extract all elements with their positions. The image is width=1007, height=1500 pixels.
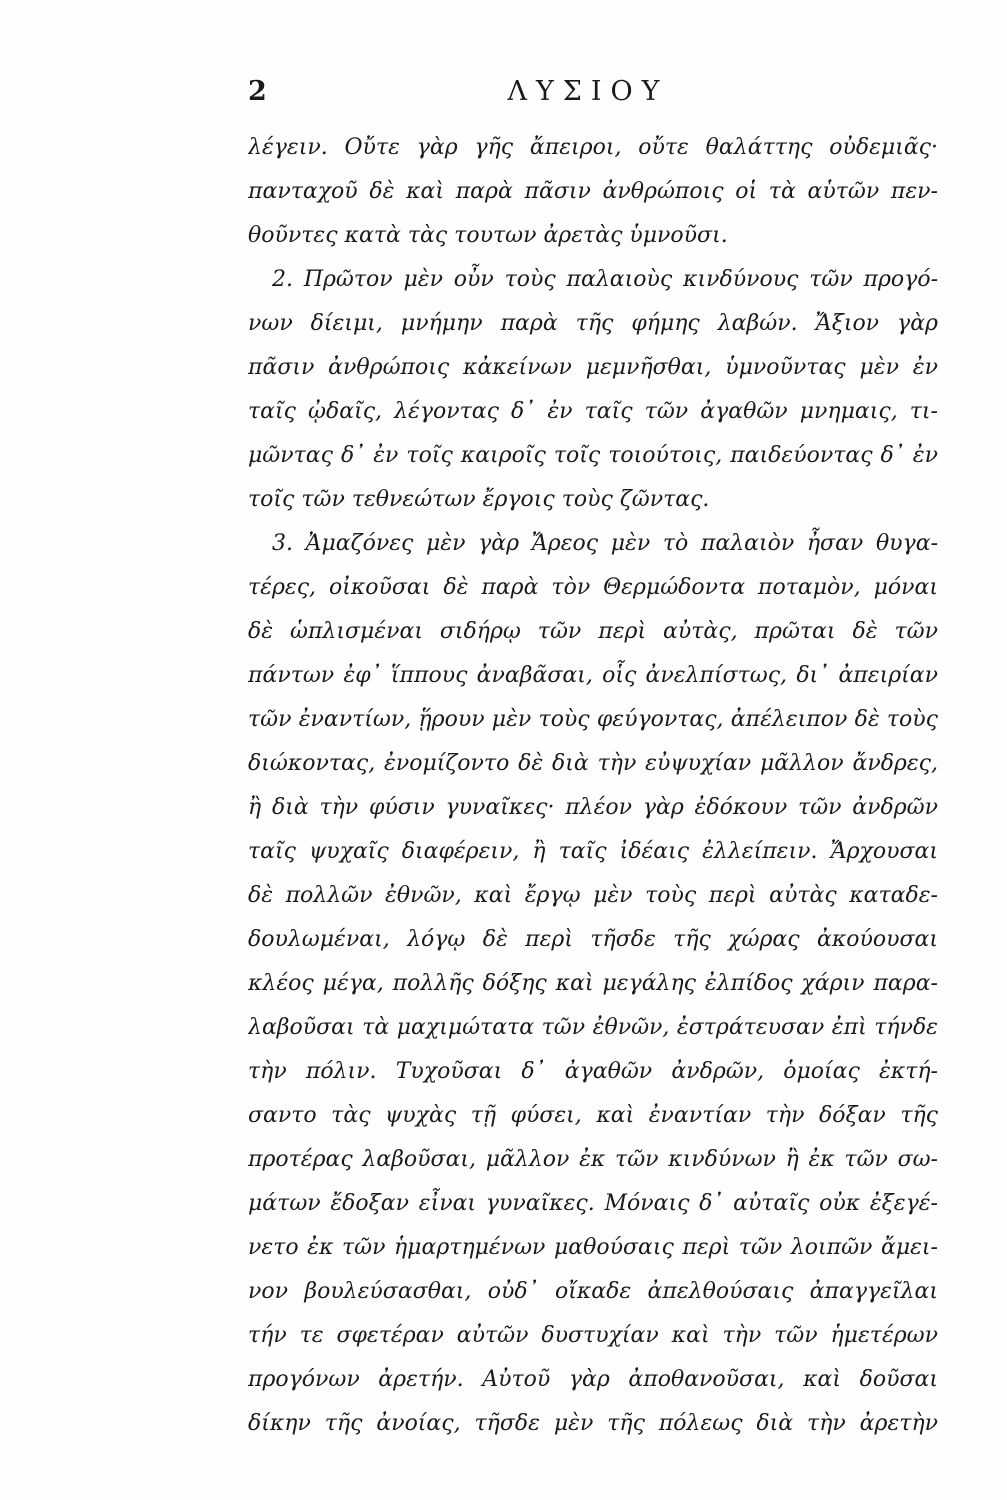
text-line: πᾶσιν ἀνθρώποις κἀκείνων μεμνῆσθαι, ὑμνοῦντας μὲν ἐν [248,355,938,380]
text-line: κλέος μέγα, πολλῆς δόξης καὶ μεγάλης ἐλπίδος χάριν παρα- [248,971,938,996]
text-line: δὲ ὡπλισμέναι σιδήρῳ τῶν περὶ αὐτὰς, πρῶται δὲ τῶν [248,619,938,644]
text-line: τήν τε σφετέραν αὐτῶν δυστυχίαν καὶ τὴν τῶν ἡμετέρων [248,1323,938,1348]
text-line: ἢ διὰ τὴν φύσιν γυναῖκες· πλέον γὰρ ἐδόκουν τῶν ἀνδρῶν [248,795,938,820]
body-text [248,126,938,1446]
text-line: τὴν πόλιν. Τυχοῦσαι δ᾽ ἀγαθῶν ἀνδρῶν, ὁμοίας ἐκτή- [248,1059,938,1084]
text-line: θοῦντες κατὰ τὰς τουτων ἀρετὰς ὑμνοῦσι. [248,223,728,248]
text-line: δίκην τῆς ἀνοίας, τῆσδε μὲν τῆς πόλεως διὰ τὴν ἀρετὴν [248,1411,938,1436]
text-line: νον βουλεύσασθαι, οὐδ᾽ οἴκαδε ἀπελθούσαις ἀπαγγεῖλαι [248,1279,938,1304]
text-line: λέγειν. Οὔτε γὰρ γῆς ἄπειροι, οὔτε θαλάττης οὐδεμιᾶς· [248,135,938,160]
text-line: μῶντας δ᾽ ἐν τοῖς καιροῖς τοῖς τοιούτοις, παιδεύοντας δ᾽ ἐν [248,443,938,468]
text-line: λαβοῦσαι τὰ μαχιμώτατα τῶν ἐθνῶν, ἐστράτευσαν ἐπὶ τήνδε [248,1015,938,1040]
text-line: νων δίειμι, μνήμην παρὰ τῆς φήμης λαβών. Ἄξιον γὰρ [248,311,938,336]
text-line: τέρες, οἰκοῦσαι δὲ παρὰ τὸν Θερμώδοντα ποταμὸν, μόναι [248,575,938,600]
text-line: πανταχοῦ δὲ καὶ παρὰ πᾶσιν ἀνθρώποις οἱ τὰ αὑτῶν πεν- [248,179,938,204]
text-line: τοῖς τῶν τεθνεώτων ἔργοις τοὺς ζῶντας. [248,487,710,512]
page-number: 2 [248,76,268,107]
text-line: προγόνων ἀρετήν. Αὐτοῦ γὰρ ἀποθανοῦσαι, καὶ δοῦσαι [248,1367,938,1392]
running-head [248,76,928,116]
text-line: νετο ἐκ τῶν ἡμαρτημένων μαθούσαις περὶ τῶν λοιπῶν ἄμει- [248,1235,938,1260]
running-head-title: ΛΥΣΙΟΥ [507,76,669,107]
text-line: πάντων ἐφ᾽ ἵππους ἀναβᾶσαι, οἷς ἀνελπίστως, δι᾽ ἀπειρίαν [248,663,938,688]
text-line: σαντο τὰς ψυχὰς τῇ φύσει, καὶ ἐναντίαν τὴν δόξαν τῆς [248,1103,938,1128]
text-line: δουλωμέναι, λόγῳ δὲ περὶ τῆσδε τῆς χώρας ἀκούουσαι [248,927,938,952]
text-line: ταῖς ψυχαῖς διαφέρειν, ἢ ταῖς ἰδέαις ἐλλείπειν. Ἄρχουσαι [248,839,938,864]
text-line: τῶν ἐναντίων, ᾕρουν μὲν τοὺς φεύγοντας, ἀπέλειπον δὲ τοὺς [248,707,938,732]
text-line: διώκοντας, ἐνομίζοντο δὲ διὰ τὴν εὐψυχίαν μᾶλλον ἄνδρες, [248,751,938,776]
text-line: ταῖς ᾠδαῖς, λέγοντας δ᾽ ἐν ταῖς τῶν ἀγαθῶν μνημαις, τι- [248,399,938,424]
section-start-line: 3. Ἀμαζόνες μὲν γὰρ Ἄρεος μὲν τὸ παλαιὸν ἦσαν θυγα- [272,531,938,556]
section-start-line: 2. Πρῶτον μὲν οὖν τοὺς παλαιοὺς κινδύνους τῶν προγό- [272,267,938,292]
text-line: μάτων ἔδοξαν εἶναι γυναῖκες. Μόναις δ᾽ αὐταῖς οὐκ ἐξεγέ- [248,1191,938,1216]
text-line: δὲ πολλῶν ἐθνῶν, καὶ ἔργῳ μὲν τοὺς περὶ αὐτὰς καταδε- [248,883,938,908]
text-line: προτέρας λαβοῦσαι, μᾶλλον ἐκ τῶν κινδύνων ἢ ἐκ τῶν σω- [248,1147,938,1172]
